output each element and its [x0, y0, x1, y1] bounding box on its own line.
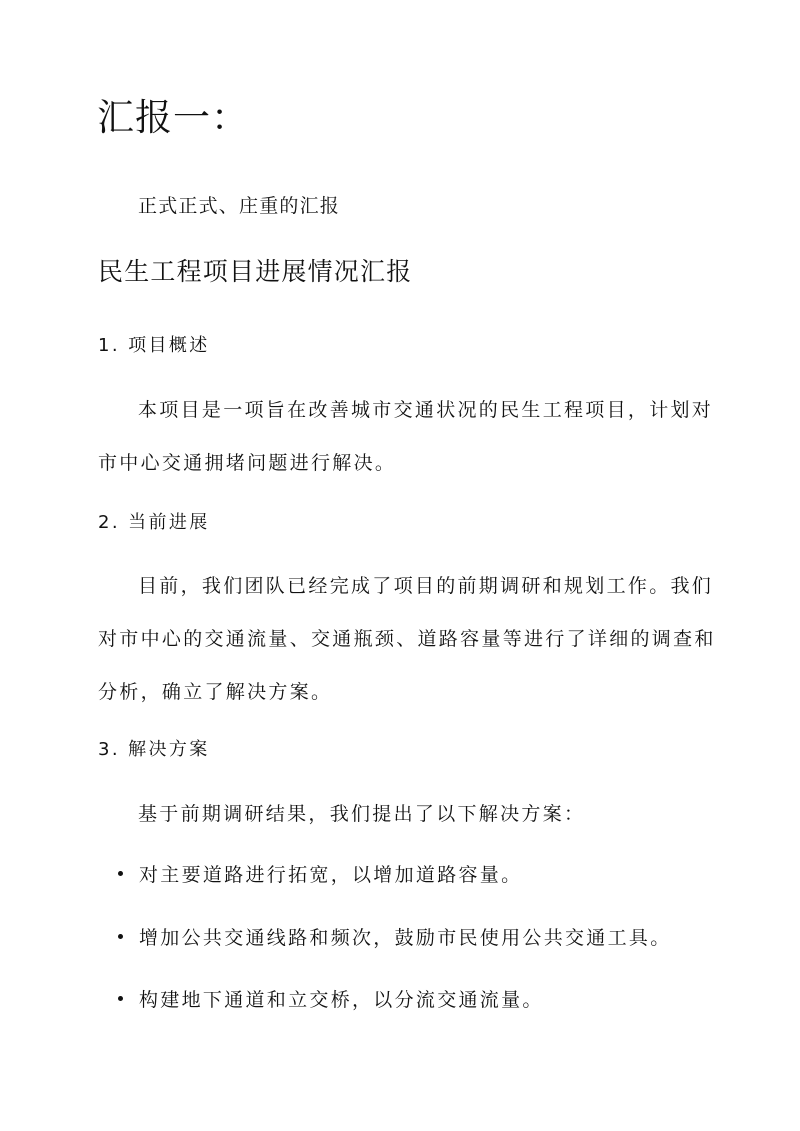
page-subtitle: 正式正式、庄重的汇报	[138, 195, 341, 217]
paragraph-line: 对市中心的交通流量、交通瓶颈、道路容量等进行了详细的调查和	[98, 628, 716, 650]
bullet-icon	[118, 996, 123, 1001]
list-item-text: 增加公共交通线路和频次，鼓励市民使用公共交通工具。	[139, 927, 672, 949]
bullet-icon	[118, 934, 123, 939]
section-heading-overview: 1. 项目概述	[98, 335, 210, 356]
document-title: 民生工程项目进展情况汇报	[98, 257, 413, 286]
list-item-text: 构建地下通道和立交桥，以分流交通流量。	[139, 989, 544, 1011]
list-item-text: 对主要道路进行拓宽，以增加道路容量。	[139, 864, 523, 886]
list-item	[118, 861, 522, 889]
paragraph-line: 分析，确立了解决方案。	[98, 681, 333, 703]
page-heading: 汇报一：	[97, 96, 249, 139]
list-item	[118, 924, 672, 952]
section-heading-solution: 3. 解决方案	[98, 739, 210, 760]
paragraph-line: 目前，我们团队已经完成了项目的前期调研和规划工作。我们	[138, 575, 714, 597]
section-heading-progress: 2. 当前进展	[98, 512, 210, 533]
bullet-icon	[118, 871, 123, 876]
paragraph-line: 本项目是一项旨在改善城市交通状况的民生工程项目，计划对	[138, 399, 714, 421]
paragraph-line: 市中心交通拥堵问题进行解决。	[98, 452, 397, 474]
paragraph-line: 基于前期调研结果，我们提出了以下解决方案：	[138, 803, 586, 825]
list-item	[118, 986, 544, 1014]
